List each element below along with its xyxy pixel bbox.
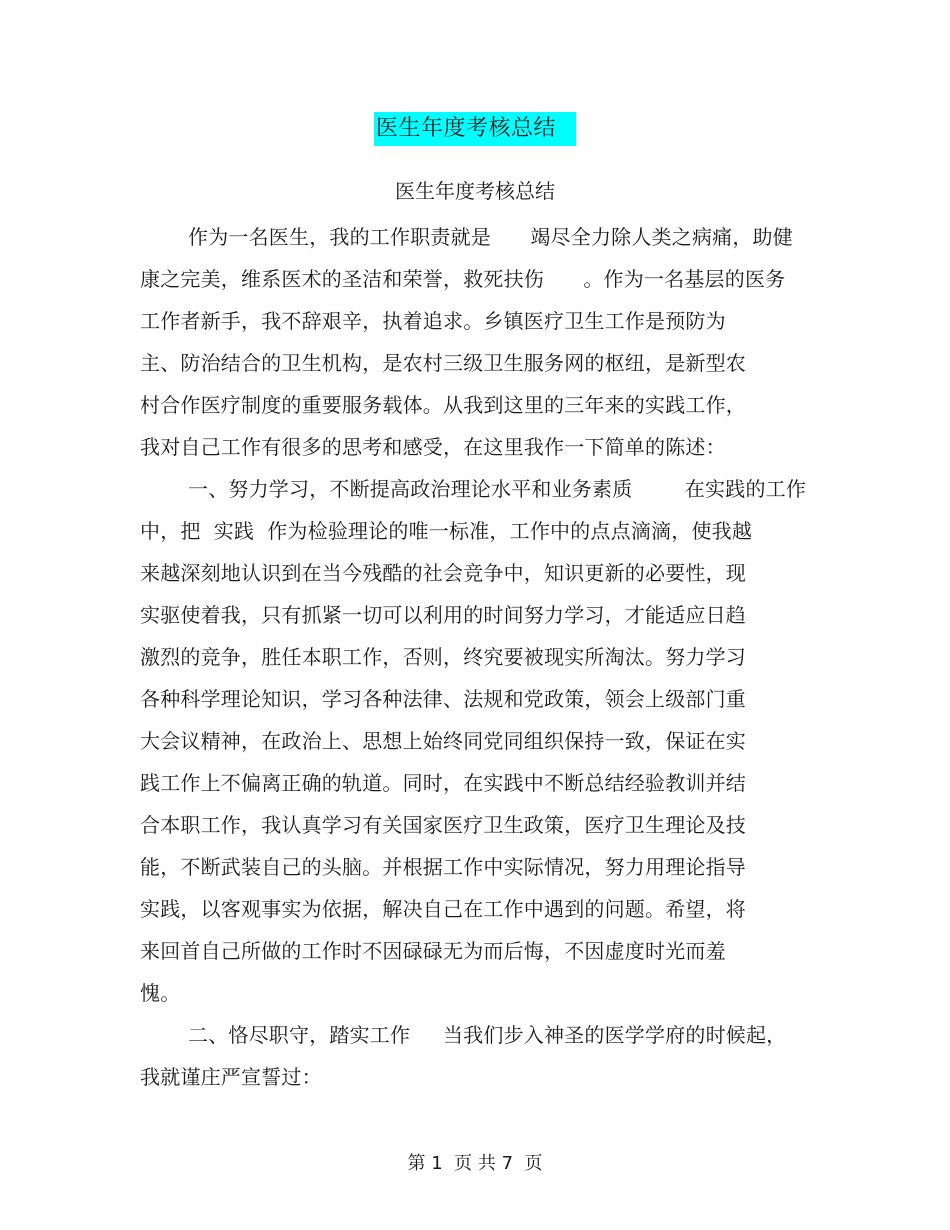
- body-line: 我就谨庄严宣誓过：: [140, 1065, 322, 1089]
- body-line: 激烈的竞争，胜任本职工作，否则，终究要被现实所淘汰。努力学习: [140, 645, 746, 669]
- body-line: 主、防治结合的卫生机构，是农村三级卫生服务网的枢纽，是新型农: [140, 351, 746, 375]
- body-line: 实驱使着我，只有抓紧一切可以利用的时间努力学习，才能适应日趋: [140, 603, 746, 627]
- body-line: 践工作上不偏离正确的轨道。同时，在实践中不断总结经验教训并结: [140, 771, 746, 795]
- body-line: 实践，以客观事实为依据，解决自己在工作中遇到的问题。希望，将: [140, 897, 746, 921]
- body-line: 愧。: [140, 981, 181, 1005]
- body-line: 能，不断武装自己的头脑。并根据工作中实际情况，努力用理论指导: [140, 855, 746, 879]
- body-line: 作为一名医生，我的工作职责就是 竭尽全力除人类之病痛，助健: [188, 225, 793, 249]
- body-line: 各种科学理论知识，学习各种法律、法规和党政策，领会上级部门重: [140, 687, 746, 711]
- document-subtitle: 医生年度考核总结: [395, 179, 555, 203]
- body-line: 二、恪尽职守，踏实工作 当我们步入神圣的医学学府的时候起，: [188, 1023, 787, 1047]
- body-line: 来越深刻地认识到在当今残酷的社会竞争中，知识更新的必要性，现: [140, 561, 746, 585]
- body-line: 大会议精神，在政治上、思想上始终同党同组织保持一致，保证在实: [140, 729, 746, 753]
- page-number-label: 第 1 页 共 7 页: [407, 1153, 543, 1174]
- body-line: 合本职工作，我认真学习有关国家医疗卫生政策，医疗卫生理论及技: [140, 813, 746, 837]
- page-footer: [0, 1150, 950, 1178]
- body-line: 一、努力学习，不断提高政治理论水平和业务素质 在实践的工作: [188, 477, 807, 501]
- body-line: 我对自己工作有很多的思考和感受，在这里我作一下简单的陈述：: [140, 435, 726, 459]
- body-line: 来回首自己所做的工作时不因碌碌无为而后悔，不因虚度时光而羞: [140, 939, 726, 963]
- body-line: 村合作医疗制度的重要服务载体。从我到这里的三年来的实践工作，: [140, 393, 746, 417]
- document-title: 医生年度考核总结: [374, 112, 576, 146]
- document-body: [140, 216, 840, 1098]
- body-line: 中，把 实践 作为检验理论的唯一标准，工作中的点点滴滴，使我越: [140, 519, 753, 543]
- body-line: 工作者新手，我不辞艰辛，执着追求。乡镇医疗卫生工作是预防为: [140, 309, 726, 333]
- body-line: 康之完美，维系医术的圣洁和荣誉，救死扶伤 。作为一名基层的医务: [140, 267, 786, 291]
- title-container: [0, 112, 950, 146]
